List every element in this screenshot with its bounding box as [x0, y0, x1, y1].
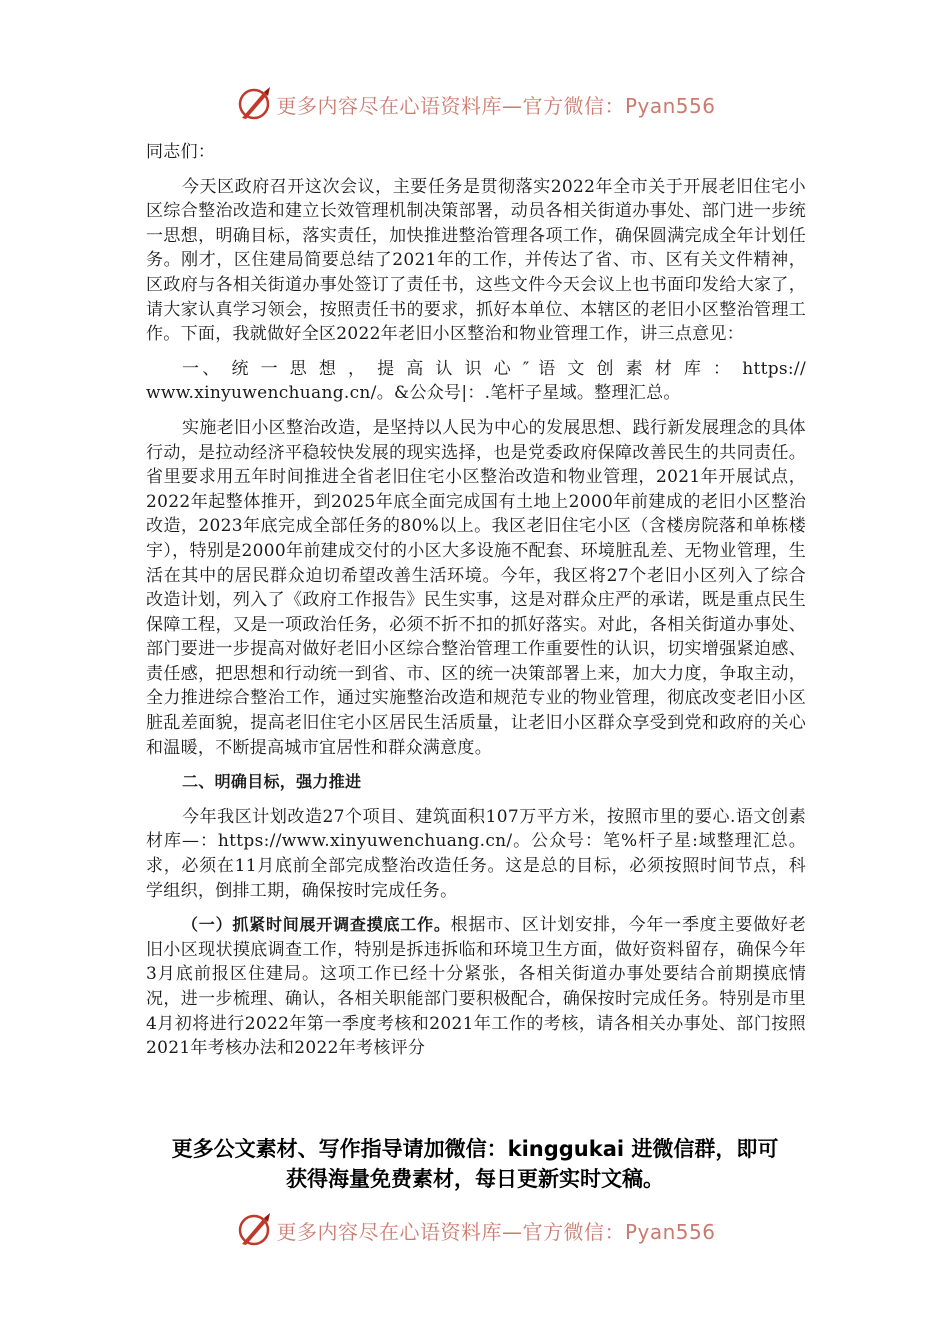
footer-banner-text: 更多内容尽在心语资料库—官方微信：Pyan556 [276, 1219, 716, 1244]
section-1-heading-line2: www.xinyuwenchuang.cn/。&公众号|：.笔杆子星域。整理汇总。 [146, 383, 681, 404]
paragraph-subsection-1 [146, 913, 806, 1061]
promo-line-1: 更多公文素材、写作指导请加微信：kinggukai 进微信群，即可 [171, 1137, 779, 1161]
subsection-1-text: 根据市、区计划安排，今年一季度主要做好老旧小区现状摸底调查工作，特别是拆违拆临和环境卫生方面，做好资料留存，确保今年3月底前报区住建局。这项工作已经十分紧张，各相关街道办事处要结合前期摸底情况，进一步梳理、确认，各相关职能部门要积极配合，确保按时完成任务。特别是市里4月初将进行2022年第一季度考核和2021年工作的考核，请各相关办事处、部门按照2021年考核办法和2022年考核评分 [146, 915, 807, 1059]
footer-banner [0, 1208, 950, 1252]
quill-pen-icon [234, 1210, 274, 1250]
header-banner [0, 82, 950, 126]
paragraph-intro: 今天区政府召开这次会议，主要任务是贯彻落实2022年全市关于开展老旧住宅小区综合整治改造和建立长效管理机制决策部署，动员各相关街道办事处、部门进一步统一思想，明确目标，落实责任，加快推进整治管理各项工作，确保圆满完成全年计划任务。刚才，区住建局简要总结了2021年的工作，并传达了省、市、区有关文件精神，区政府与各相关街道办事处签订了责任书，这些文件今天会议上也书面印发给大家了，请大家认真学习领会，按照责任书的要求，抓好本单位、本辖区的老旧小区整治管理工作。下面，我就做好全区2022年老旧小区整治和物业管理工作，讲三点意见： [146, 176, 806, 345]
paragraph-section-2: 今年我区计划改造27个项目、建筑面积107万平方米，按照市里的要心.语文创素材库—：https://www.xinyuwenchuang.cn/。公众号：笔%杆子星:域整理汇总。求，必须在11月底前全部完成整治改造任务。这是总的目标，必须按照时间节点，科学组织，倒排工期，确保按时完成任务。 [146, 806, 806, 901]
document-body [146, 140, 806, 1061]
section-2-heading: 二、明确目标，强力推进 [182, 772, 362, 792]
section-1-heading-line1: 一、 统 一 思 想 ， 提 高 认 识 心 ″ 语 文 创 素 材 库 ： https:// [182, 358, 806, 379]
promo-notice [0, 1134, 950, 1194]
paragraph-section-1: 实施老旧小区整治改造，是坚持以人民为中心的发展思想、践行新发展理念的具体行动，是拉动经济平稳较快发展的现实选择，也是党委政府保障改善民生的共同责任。省里要求用五年时间推进全省老旧住宅小区整治改造和物业管理，2021年开展试点，2022年起整体推开，到2025年底全面完成国有土地上2000年前建成的老旧小区整治改造，2023年底完成全部任务的80%以上。我区老旧住宅小区（含楼房院落和单栋楼宇），特别是2000年前建成交付的小区大多设施不配套、环境脏乱差、无物业管理，生活在其中的居民群众迫切希望改善生活环境。今年，我区将27个老旧小区列入了综合改造计划，列入了《政府工作报告》民生实事，这是对群众庄严的承诺，既是重点民生保障工程，又是一项政治任务，必须不折不扣的抓好落实。对此，各相关街道办事处、部门要进一步提高对做好老旧小区综合整治管理工作重要性的认识，切实增强紧迫感、责任感，把思想和行动统一到省、市、区的统一决策部署上来，加大力度，争取主动，全力推进综合整治工作，通过实施整治改造和规范专业的物业管理，彻底改变老旧小区脏乱差面貌，提高老旧住宅小区居民生活质量，让老旧小区群众享受到党和政府的关心和温暖，不断提高城市宜居性和群众满意度。 [146, 417, 806, 758]
header-banner-text: 更多内容尽在心语资料库—官方微信：Pyan556 [276, 93, 716, 118]
promo-line-2: 获得海量免费素材，每日更新实时文稿。 [286, 1167, 664, 1191]
salutation: 同志们： [146, 142, 216, 162]
subsection-1-lead: （一）抓紧时间展开调查摸底工作。 [182, 915, 451, 935]
quill-pen-icon [234, 84, 274, 124]
